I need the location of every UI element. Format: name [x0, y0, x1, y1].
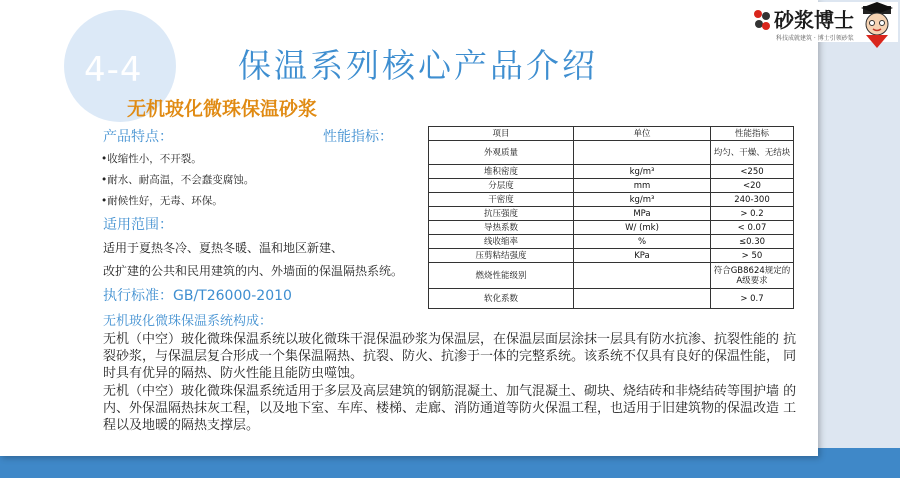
table-row [429, 289, 794, 309]
window-right-margin [804, 0, 900, 478]
table-cell: 堆积密度 [429, 165, 574, 179]
table-cell [574, 289, 711, 309]
table-cell: 分层度 [429, 179, 574, 193]
feature-item: •耐候性好，无毒、环保。 [101, 195, 223, 207]
table-cell: 导热系数 [429, 221, 574, 235]
table-cell: 240-300 [711, 193, 794, 207]
table-cell: kg/m³ [574, 165, 711, 179]
table-cell: < 0.07 [711, 221, 794, 235]
table-cell: mm [574, 179, 711, 193]
table-header-cell: 性能指标 [711, 127, 794, 141]
table-header-row [429, 127, 794, 141]
slide-number: 4-4 [84, 50, 143, 90]
scope-heading: 适用范围： [103, 217, 173, 233]
table-cell: % [574, 235, 711, 249]
table-cell [574, 263, 711, 289]
table-row [429, 165, 794, 179]
table-row [429, 235, 794, 249]
table-row [429, 263, 794, 289]
logo-name: 砂浆博士 [774, 8, 854, 32]
spec-table [428, 126, 794, 309]
table-row [429, 221, 794, 235]
system-heading: 无机玻化微珠保温系统构成： [103, 314, 273, 329]
table-cell: 干密度 [429, 193, 574, 207]
table-cell: W/ (mk) [574, 221, 711, 235]
table-cell [574, 141, 711, 165]
table-cell: 均匀、干燥、无结块 [711, 141, 794, 165]
specs-heading: 性能指标： [323, 129, 393, 145]
table-cell: > 0.2 [711, 207, 794, 221]
table-cell: kg/m³ [574, 193, 711, 207]
table-cell: > 50 [711, 249, 794, 263]
table-header-cell: 单位 [574, 127, 711, 141]
table-cell: 软化系数 [429, 289, 574, 309]
table-cell: <20 [711, 179, 794, 193]
application-paragraph: 无机（中空）玻化微珠保温系统适用于多层及高层建筑的钢筋混凝土、加气混凝土、砌块、烧结砖和非烧结砖等围护墙 的内、外保温隔热抹灰工程，以及地下室、车库、楼梯、走廊、消防通道等防火保温工程，也适用于旧建筑物的保温改造 工程以及地暖的隔热支撑层。 [103, 384, 797, 433]
product-subtitle: 无机玻化微珠保温砂浆 [127, 98, 318, 120]
doctor-mascot-icon [857, 2, 897, 48]
table-header-cell: 项目 [429, 127, 574, 141]
standard-text: 执行标准：GB/T26000-2010 [103, 288, 292, 304]
table-cell: 燃烧性能级别 [429, 263, 574, 289]
logo-mark-icon [752, 8, 772, 32]
table-row [429, 249, 794, 263]
table-row [429, 193, 794, 207]
features-heading: 产品特点： [103, 129, 173, 145]
table-cell: 符合GB8624规定的A级要求 [711, 263, 794, 289]
table-cell: 压剪粘结强度 [429, 249, 574, 263]
table-cell: 抗压强度 [429, 207, 574, 221]
table-cell: <250 [711, 165, 794, 179]
table-row [429, 141, 794, 165]
table-row [429, 207, 794, 221]
table-cell: KPa [574, 249, 711, 263]
system-paragraph: 无机（中空）玻化微珠保温系统以玻化微珠干混保温砂浆为保温层，在保温层面层涂抹一层具有防水抗渗、抗裂性能的 抗裂砂浆，与保温层复合形成一个集保温隔热、抗裂、防火、抗渗于一体的完整系统。该系统不仅具有良好的保温性能， 同时具有优异的隔热、防火性能且能防虫噬蚀。 [103, 332, 797, 381]
table-cell: 线收缩率 [429, 235, 574, 249]
table-cell: > 0.7 [711, 289, 794, 309]
table-cell: MPa [574, 207, 711, 221]
scope-line: 适用于夏热冬冷、夏热冬暖、温和地区新建、 [103, 241, 344, 255]
feature-item: •收缩性小，不开裂。 [101, 153, 202, 165]
slide-title: 保温系列核心产品介绍 [238, 46, 598, 85]
logo-slogan: 科技成就建筑 · 博士引领砂浆 [776, 35, 854, 42]
feature-item: •耐水、耐高温，不会蠢变腐蚀。 [101, 174, 255, 186]
scope-line: 改扩建的公共和民用建筑的内、外墙面的保温隔热系统。 [103, 264, 404, 278]
table-row [429, 179, 794, 193]
table-cell: 外观质量 [429, 141, 574, 165]
table-cell: ≤0.30 [711, 235, 794, 249]
